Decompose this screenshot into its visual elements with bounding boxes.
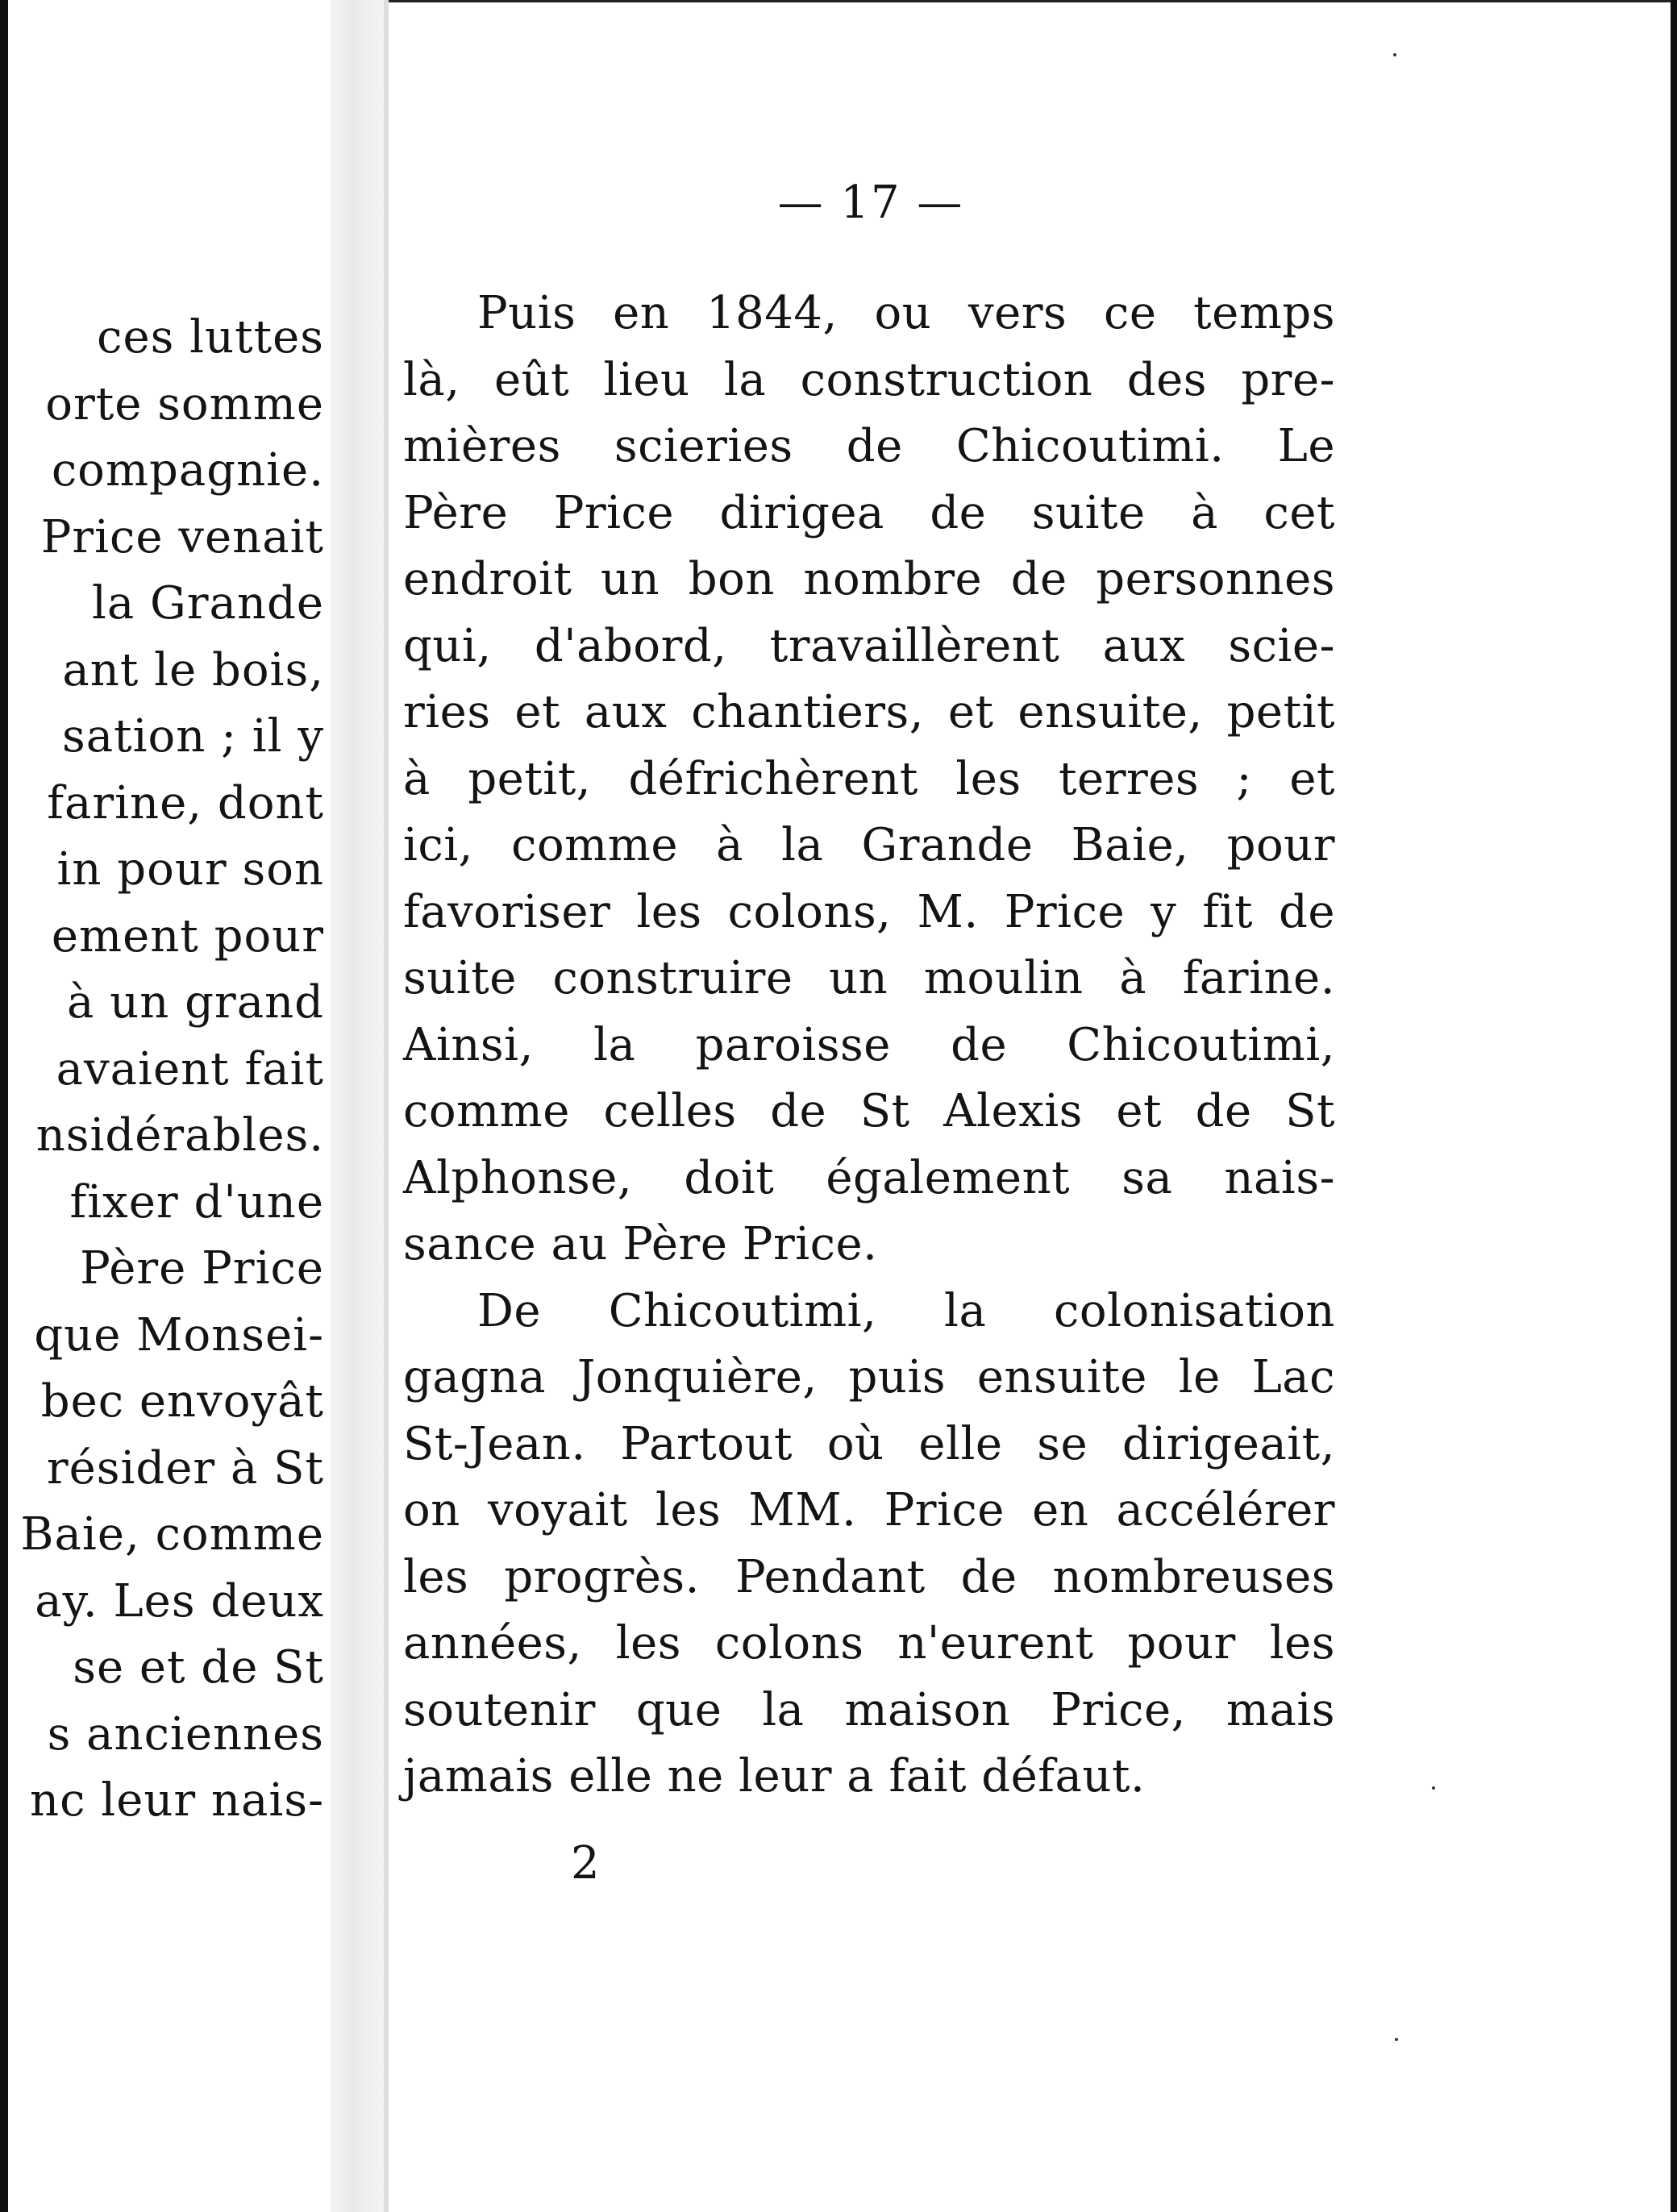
left-page-line: Baie, comme — [20, 1508, 324, 1561]
left-page-line: farine, dont — [47, 776, 324, 830]
left-page-line: ant le bois, — [62, 643, 324, 696]
paragraph-line: soutenir que la maison Price, mais — [403, 1683, 1335, 1736]
left-page-line: à un grand — [66, 976, 324, 1029]
paragraph-line: qui, d'abord, travaillèrent aux scie- — [403, 619, 1335, 672]
paragraph-line: ries et aux chantiers, et ensuite, petit — [403, 686, 1335, 738]
body-text — [403, 281, 1335, 1811]
left-page-line: in pour son — [56, 843, 324, 896]
paragraph-line: favoriser les colons, M. Price y fit de — [403, 885, 1335, 938]
left-page-line: ay. Les deux — [35, 1574, 324, 1628]
paragraph-line: jamais elle ne leur a fait défaut. — [403, 1750, 1146, 1802]
paragraph-line: à petit, défrichèrent les terres ; et — [403, 752, 1335, 805]
left-page-fragment — [8, 0, 331, 2212]
paragraph-line: endroit un bon nombre de personnes — [403, 553, 1335, 605]
scan-left-edge — [0, 0, 8, 2212]
left-page-line: avaient fait — [56, 1042, 324, 1096]
paragraph-line: Puis en 1844, ou vers ce temps — [477, 287, 1335, 339]
paragraph-line: St-Jean. Partout où elle se dirigeait, — [403, 1417, 1335, 1470]
paragraph-line: là, eût lieu la construction des pre- — [403, 353, 1335, 406]
left-page-line: s anciennes — [47, 1707, 324, 1761]
paragraph-line: suite construire un moulin à farine. — [403, 952, 1335, 1004]
left-page-line: résider à St — [46, 1441, 324, 1495]
left-page-line: compagnie. — [51, 444, 324, 497]
paragraph-line: années, les colons n'eurent pour les — [403, 1617, 1335, 1669]
left-page-line: se et de St — [73, 1641, 324, 1694]
left-page-line: ement pour — [51, 909, 324, 963]
paragraph-line: sance au Père Price. — [403, 1218, 878, 1270]
left-page-line: nc leur nais- — [30, 1774, 324, 1827]
paragraph-line: comme celles de St Alexis et de St — [403, 1085, 1335, 1137]
paragraph-line: Père Price dirigea de suite à cet — [403, 486, 1335, 539]
scan-speck — [1393, 53, 1396, 56]
left-page-line: nsidérables. — [35, 1109, 324, 1162]
paragraph-line: les progrès. Pendant de nombreuses — [403, 1550, 1335, 1603]
paragraph-line: on voyait les MM. Price en accélérer — [403, 1484, 1335, 1536]
left-page-line: bec envoyât — [40, 1375, 324, 1428]
paragraph-line: De Chicoutimi, la colonisation — [477, 1284, 1335, 1337]
left-page-line: sation ; il y — [61, 710, 324, 763]
paragraph-line: Alphonse, doit également sa nais- — [403, 1151, 1335, 1204]
left-page-line: fixer d'une — [69, 1175, 324, 1229]
left-page-line: orte somme — [45, 377, 324, 430]
paragraph-line: ici, comme à la Grande Baie, pour — [403, 819, 1335, 871]
gutter-shadow — [331, 0, 387, 2212]
scan-speck — [1432, 1786, 1435, 1790]
scan-right-edge — [1671, 0, 1677, 2212]
left-page-line: ces luttes — [97, 311, 324, 364]
paragraph-line: Ainsi, la paroisse de Chicoutimi, — [403, 1018, 1335, 1071]
left-page-line: Price venait — [40, 510, 324, 563]
paragraph-line: mières scieries de Chicoutimi. Le — [403, 420, 1335, 472]
page-number: — 17 — — [777, 177, 964, 229]
left-page-line: Père Price — [80, 1242, 324, 1295]
paragraph-line: gagna Jonquière, puis ensuite le Lac — [403, 1351, 1335, 1403]
gutter-fold — [384, 0, 389, 2212]
left-page-line: que Monsei- — [34, 1308, 324, 1362]
scan-speck — [1395, 2038, 1398, 2041]
left-page-text — [8, 305, 324, 1835]
signature-mark: 2 — [571, 1837, 600, 1890]
left-page-line: la Grande — [91, 577, 324, 630]
